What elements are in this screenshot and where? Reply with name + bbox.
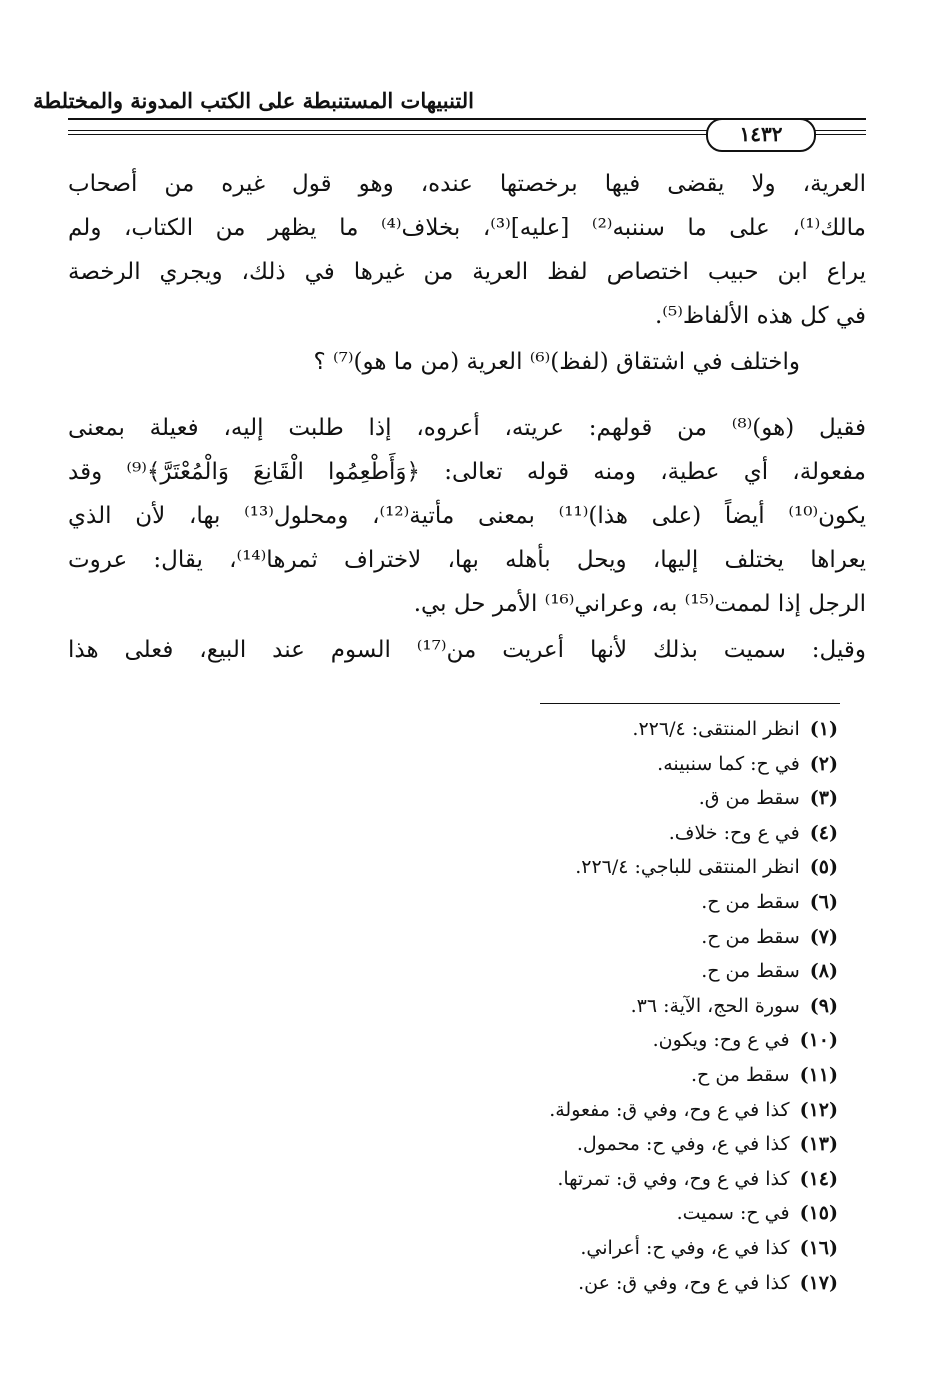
running-title: التنبيهات المستنبطة على الكتب المدونة والمختلطة — [33, 88, 474, 113]
footnote-number: (١٠) — [799, 1029, 838, 1052]
footnote-number: (١٦) — [799, 1236, 838, 1259]
footnote — [358, 989, 838, 1024]
body-line: في كل هذه الألفاظ⁽⁵⁾. — [655, 303, 866, 329]
footnote — [358, 1196, 838, 1231]
body-line: العرية، ولا يقضى فيها برخصتها عنده، وهو قول غيره من أصحاب — [68, 171, 866, 197]
footnote-text: كذا في ع، وفي ح: أعراني. — [580, 1236, 790, 1259]
paragraph-2 — [68, 340, 866, 384]
footnote-text: كذا في ع وح، وفي ق: عن. — [578, 1271, 790, 1294]
footnote-text: سقط من ح. — [701, 925, 800, 948]
footnote-text: سقط من ح. — [701, 890, 800, 913]
footnote-number: (١٧) — [799, 1271, 838, 1294]
body-line: واختلف في اشتقاق (لفظ)⁽⁶⁾ العرية (من ما هو)⁽⁷⁾ ؟ — [313, 349, 800, 375]
footnote — [358, 1266, 838, 1301]
footnote-number: (١) — [809, 718, 838, 740]
footnote — [358, 816, 838, 851]
footnote-number: (١٤) — [799, 1167, 838, 1190]
header-double-rule-left-1 — [68, 130, 714, 131]
body-line: يراع ابن حبيب اختصاص لفظ العرية من غيرها في ذلك، ويجري الرخصة — [68, 259, 866, 285]
paragraph-3 — [68, 406, 866, 626]
footnote — [358, 954, 838, 989]
footnote-number: (٩) — [809, 994, 838, 1017]
footnote-text: كذا في ع وح، وفي ق: مفعولة. — [549, 1098, 790, 1121]
footnote-text: سقط من ح. — [690, 1063, 790, 1086]
footnote-number: (١٣) — [799, 1133, 838, 1156]
footnote — [358, 1127, 838, 1162]
footnote — [358, 1162, 838, 1197]
footnote-separator — [540, 703, 840, 704]
footnote-number: (١٥) — [799, 1202, 838, 1225]
footnote-text: سقط من ح. — [701, 960, 800, 983]
footnote — [358, 781, 838, 816]
footnote-text: سقط من ق. — [698, 787, 800, 810]
footnote-text: انظر المنتقى للباجي: ٢٢٦/٤. — [575, 856, 800, 879]
footnote-number: (٦) — [809, 890, 838, 913]
footnote — [358, 850, 838, 885]
footnote — [358, 1231, 838, 1266]
footnote-text: في ح: كما سنبينه. — [657, 752, 800, 775]
footnote-number: (١١) — [799, 1063, 838, 1086]
body-line: مالك⁽¹⁾، على ما سننبه⁽²⁾ [عليه]⁽³⁾، بخلاف⁽⁴⁾ ما يظهر من الكتاب، ولم — [68, 215, 866, 241]
body-line: يعراها يختلف إليها، ويحل بأهله بها، لاختراف ثمرها⁽¹⁴⁾، يقال: عروت — [68, 547, 866, 573]
footnote — [358, 1093, 838, 1128]
body-line: الرجل إذا لممت⁽¹⁵⁾ به، وعراني⁽¹⁶⁾ الأمر حل بي. — [413, 591, 866, 617]
footnote-text: سورة الحج، الآية: ٣٦. — [630, 994, 800, 1017]
footnote-number: (٢) — [809, 752, 838, 775]
footnote-number: (١٢) — [799, 1098, 838, 1121]
body-line: وقيل: سميت بذلك لأنها أعريت من⁽¹⁷⁾ السوم عند البيع، فعلى هذا — [68, 637, 866, 663]
footnote-text: في ع وح: خلاف. — [668, 821, 800, 844]
body-line: يكون⁽¹⁰⁾ أيضاً (على هذا)⁽¹¹⁾ بمعنى مأتية⁽¹²⁾، ومحلول⁽¹³⁾ بها، لأن الذي — [68, 503, 867, 529]
footnote — [358, 747, 838, 782]
header-double-rule-left-2 — [68, 134, 714, 135]
footnote — [358, 920, 838, 955]
footnotes — [358, 712, 838, 1300]
footnote — [358, 1023, 838, 1058]
footnote-number: (٨) — [809, 960, 838, 983]
footnote-text: في ع وح: ويكون. — [652, 1029, 790, 1052]
footnote-number: (٤) — [809, 821, 838, 844]
footnote-number: (٧) — [809, 925, 838, 948]
body-line: مفعولة، أي عطية، ومنه قوله تعالى: ﴿وَأَطْعِمُوا الْقَانِعَ وَالْمُعْتَرَّ﴾⁽⁹⁾ وقد — [68, 459, 866, 485]
footnote-number: (٣) — [809, 787, 838, 810]
footnote-text: في ح: سميت. — [676, 1202, 790, 1225]
page-number: ١٤٣٢ — [706, 118, 816, 152]
footnote-number: (٥) — [809, 856, 838, 879]
footnote — [358, 1058, 838, 1093]
paragraph-1 — [68, 162, 866, 338]
header-double-rule-right-1 — [808, 130, 866, 131]
footnote-text: انظر المنتقى: ٢٢٦/٤. — [632, 718, 800, 740]
paragraph-4 — [68, 628, 866, 672]
body-line: فقيل (هو)⁽⁸⁾ من قولهم: عريته، أعروه، إذا طلبت إليه، فعيلة بمعنى — [68, 415, 867, 441]
footnote-text: كذا في ع، وفي ح: محمول. — [576, 1133, 790, 1156]
footnote — [358, 885, 838, 920]
footnote — [358, 712, 838, 747]
footnote-text: كذا في ع وح، وفي ق: تمرتها. — [557, 1167, 790, 1190]
header-double-rule-right-2 — [808, 134, 866, 135]
